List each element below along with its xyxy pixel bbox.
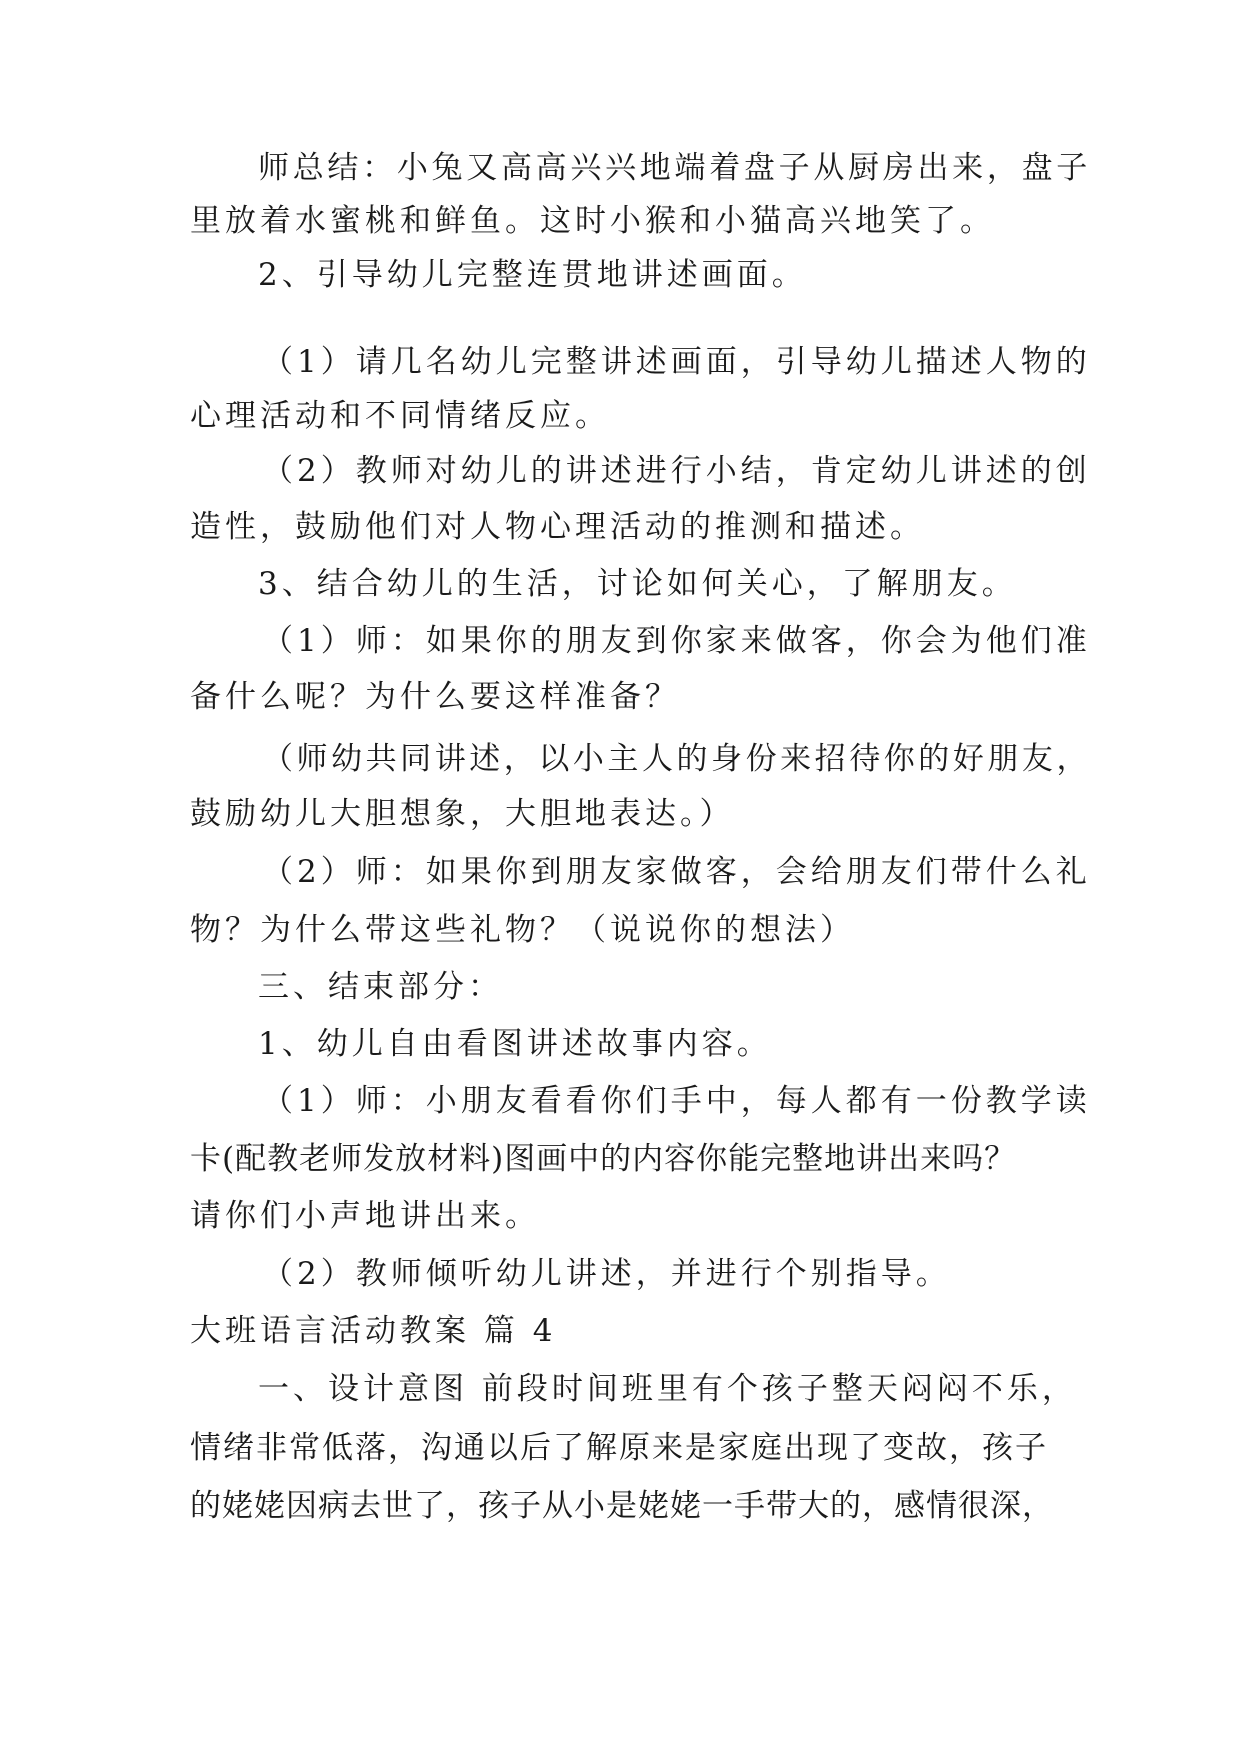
section-heading: 大班语言活动教案 篇 4 xyxy=(190,1313,557,1349)
text-line: （师幼共同讲述，以小主人的身份来招待你的好朋友， xyxy=(262,741,1091,777)
text-line: 卡(配教老师发放材料)图画中的内容你能完整地讲出来吗？ xyxy=(190,1141,1017,1177)
text-line: 里放着水蜜桃和鲜鱼。这时小猴和小猫高兴地笑了。 xyxy=(190,203,995,239)
text-line: （1）请几名幼儿完整讲述画面，引导幼儿描述人物的 xyxy=(262,344,1091,380)
text-line: 物？为什么带这些礼物？（说说你的想法） xyxy=(190,912,855,948)
text-line: 请你们小声地讲出来。 xyxy=(190,1198,540,1234)
text-line: 一、设计意图 前段时间班里有个孩子整天闷闷不乐， xyxy=(258,1371,1077,1407)
text-line: 2、引导幼儿完整连贯地讲述画面。 xyxy=(258,257,807,293)
text-line: （2）教师倾听幼儿讲述，并进行个别指导。 xyxy=(262,1256,951,1292)
text-line: 心理活动和不同情绪反应。 xyxy=(190,398,610,434)
text-line: 造性，鼓励他们对人物心理活动的推测和描述。 xyxy=(190,509,925,545)
text-line: 师总结：小兔又高高兴兴地端着盘子从厨房出来，盘子 xyxy=(258,150,1091,186)
text-line: 备什么呢？为什么要这样准备？ xyxy=(190,679,680,715)
text-line: （2）师：如果你到朋友家做客，会给朋友们带什么礼 xyxy=(262,854,1091,890)
text-line: 情绪非常低落，沟通以后了解原来是家庭出现了变故，孩子 xyxy=(190,1430,1048,1466)
text-line: 3、结合幼儿的生活，讨论如何关心，了解朋友。 xyxy=(258,566,1017,602)
text-line: 1、幼儿自由看图讲述故事内容。 xyxy=(258,1026,772,1062)
text-line: 三、结束部分： xyxy=(258,969,503,1005)
text-line: （2）教师对幼儿的讲述进行小结，肯定幼儿讲述的创 xyxy=(262,453,1091,489)
text-line: （1）师：如果你的朋友到你家来做客，你会为他们准 xyxy=(262,623,1091,659)
text-line: （1）师：小朋友看看你们手中，每人都有一份教学读 xyxy=(262,1083,1091,1119)
text-line: 的姥姥因病去世了，孩子从小是姥姥一手带大的，感情很深， xyxy=(190,1488,1054,1524)
text-line: 鼓励幼儿大胆想象，大胆地表达。） xyxy=(190,796,735,832)
